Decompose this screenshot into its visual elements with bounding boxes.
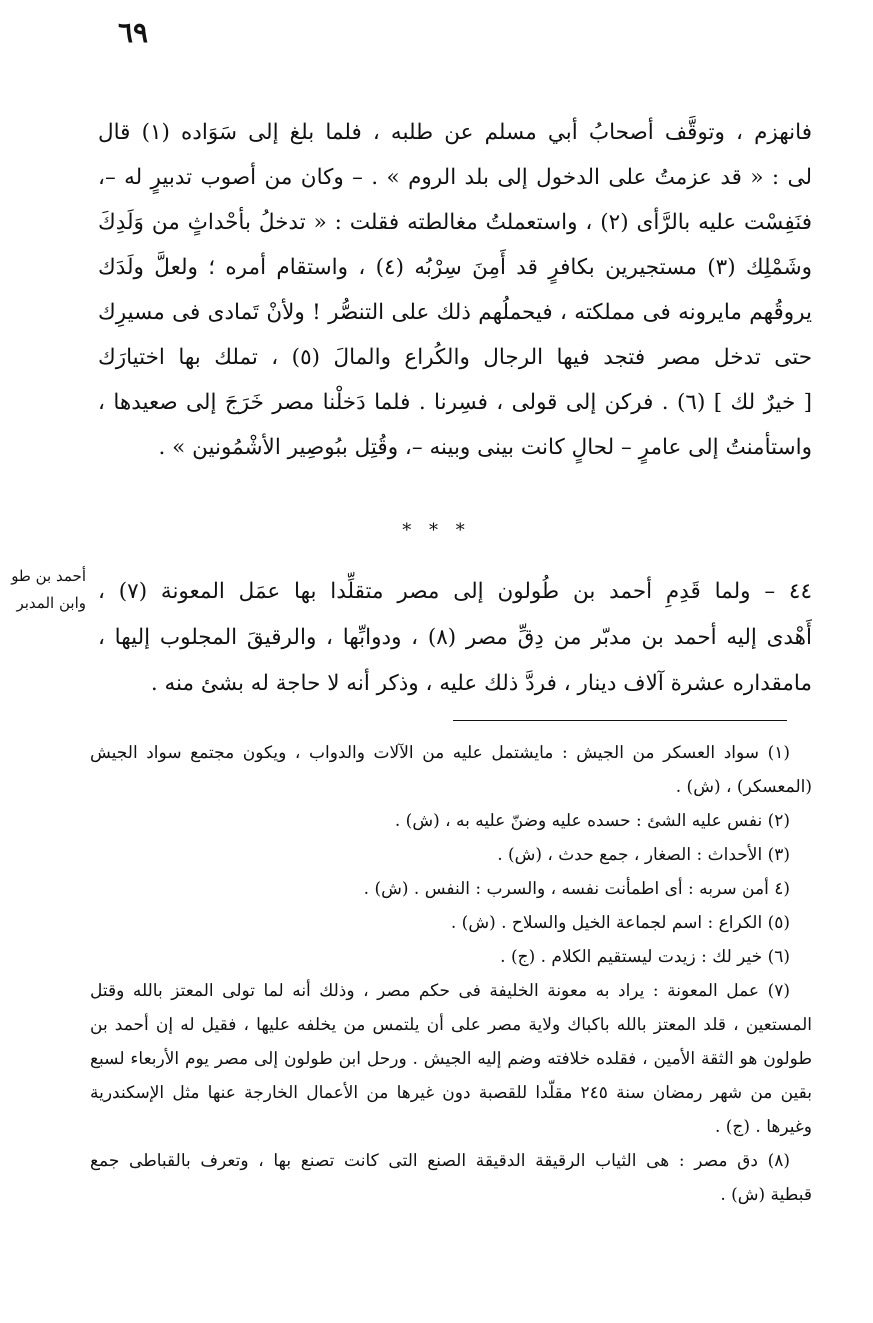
text-line: مامقداره عشرة آلاف دينار ، فردَّ ذلك عليه ، وذكر أنه لا حاجة له بشئ منه . <box>150 671 812 696</box>
text-line: [ خيرٌ لك ] (٦) . فركن إلى قولى ، فسِرنا . فلما دَخلْنا مصر خَرَجَ إلى صعيدها ، <box>98 390 812 415</box>
footnote-line: (١) سواد العسكر من الجيش : مايشتمل عليه من الآلات والدواب ، ويكون مجتمع سواد الجيش <box>90 743 790 763</box>
footnote-divider <box>453 720 787 721</box>
footnote-8 <box>90 1144 812 1212</box>
marginal-note-line: أحمد بن طو <box>11 567 86 585</box>
footnotes <box>90 736 812 1212</box>
section-separator: * * * <box>402 520 471 541</box>
text-line: ٤٤ – ولما قَدِمِ أحمد بن طُولون إلى مصر متقلِّدا بها عمَل المعونة (٧) ، <box>98 579 812 604</box>
footnote-line: (٧) عمل المعونة : يراد به معونة الخليفة فى حكم مصر ، وذلك أنه لما تولى المعتز بالله وقتل <box>90 981 790 1001</box>
footnote-line: (٨) دق مصر : هى الثياب الرقيقة الدقيقة الصنع التى كانت تصنع بها ، وتعرف بالقباطى جمع <box>90 1151 790 1171</box>
footnote-line: وغيرها . (ج) . <box>714 1117 812 1137</box>
footnote-2 <box>90 804 812 838</box>
footnote-line: (٤ أمن سربه : أى اطمأنت نفسه ، والسرب : النفس . (ش) . <box>363 879 790 899</box>
footnote-6 <box>90 940 812 974</box>
page-number: ٦٩ <box>118 16 149 49</box>
footnote-line: بقين من شهر رمضان سنة ٢٤٥ مقلّدا للقصبة دون غيرها من الأعمال الخارجة عنها مثل الإسكندرية <box>90 1083 812 1103</box>
footnote-line: (٣) الأحداث : الصغار ، جمع حدث ، (ش) . <box>497 845 790 865</box>
text-line: أَهْدى إليه أحمد بن مدبّر من دِقِّ مصر (٨) ، ودوابِّها ، والرقيقَ المجلوب إليها ، <box>98 625 812 650</box>
footnote-line: (المعسكر) ، (ش) . <box>675 777 812 797</box>
footnote-line: طولون هو الثقة الأمين ، فقلده خلافته وضم إليه الجيش . ورحل ابن طولون إلى مصر يوم الأربعاء لسبع <box>90 1049 812 1069</box>
text-line: وشَمْلِك (٣) مستجيرين بكافرٍ قد أَمِنَ سِرْبُه (٤) ، واستقام أمره ؛ ولعلَّ ولَدَك <box>98 255 812 280</box>
paragraph-main-text <box>98 110 812 470</box>
text-line: يروقُهم مايرونه فى مملكته ، فيحملُهم ذلك على التنصُّر ! ولأنْ تَمادى فى مسيرِك <box>98 300 812 325</box>
footnote-1 <box>90 736 812 804</box>
paragraph-section-44 <box>98 569 812 707</box>
footnote-5 <box>90 906 812 940</box>
footnote-line: قبطية (ش) . <box>720 1185 812 1205</box>
text-line: لى : « قد عزمتُ على الدخول إلى بلد الروم » . – وكان من أصوب تدبيرٍ له –، <box>98 165 812 190</box>
marginal-note-line: وابن المدبر <box>16 594 86 612</box>
footnote-3 <box>90 838 812 872</box>
text-line: حتى تدخل مصر فتجد فيها الرجال والكُراع والمالَ (٥) ، تملك بها اختيارَك <box>98 345 812 370</box>
footnote-line: (٢) نفس عليه الشئ : حسده عليه وضنّ عليه به ، (ش) . <box>394 811 790 831</box>
footnote-4 <box>90 872 812 906</box>
text-line: فانهزم ، وتوقَّف أصحابُ أبي مسلم عن طلبه ، فلما بلغ إلى سَوَاده (١) قال <box>98 120 812 145</box>
text-line: واستأمنتُ إلى عامرٍ – لحالٍ كانت بينى وبينه –، وقُتِل ببُوصِير الأشْمُونين » . <box>158 435 812 460</box>
footnote-7 <box>90 974 812 1144</box>
marginal-note <box>0 563 86 617</box>
text-line: فنَفِسْت عليه بالرَّأى (٢) ، واستعملتُ مغالطته فقلت : « تدخلُ بأحْداثٍ من وَلَدِكَ <box>98 210 812 235</box>
footnote-line: (٦) خير لك : زيدت ليستقيم الكلام . (ج) . <box>500 947 790 967</box>
footnote-line: (٥) الكراع : اسم لجماعة الخيل والسلاح . (ش) . <box>450 913 790 933</box>
footnote-line: المستعين ، قلد المعتز بالله باكباك ولاية مصر على أن يلتمس من يخلفه عليها ، فقيل له إن أحمد بن <box>90 1015 812 1035</box>
